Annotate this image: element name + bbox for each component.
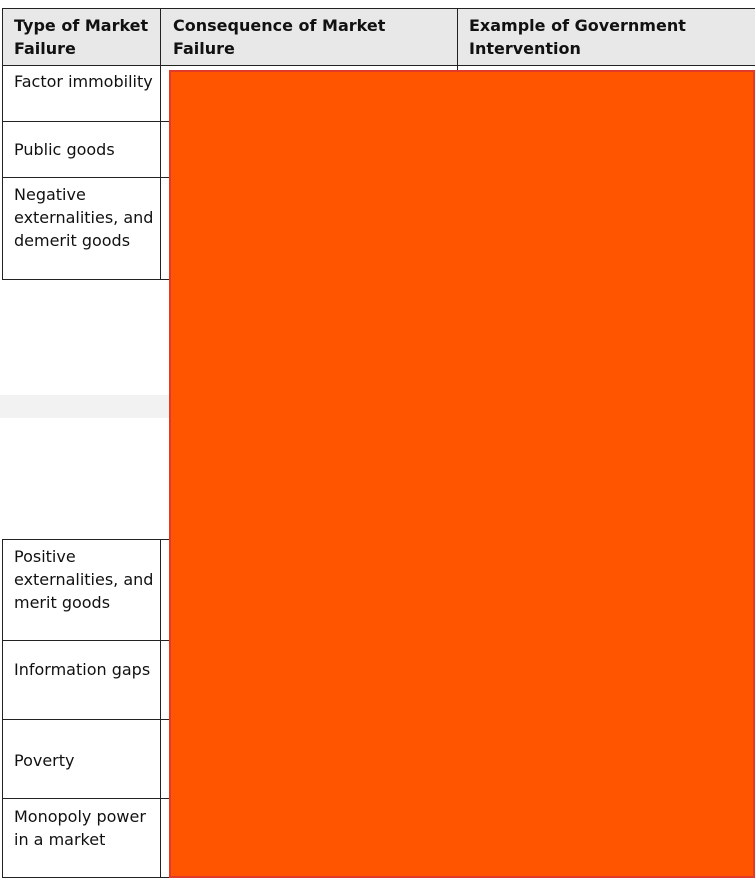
table-border — [2, 65, 755, 66]
row-label-monopoly-power: Monopoly power in a market — [14, 807, 146, 849]
table-border — [2, 798, 170, 799]
row-label-positive-externalities: Positive externalities, and merit goods — [14, 547, 154, 612]
gap-band — [0, 395, 170, 418]
table-border — [160, 8, 161, 279]
table-border — [2, 640, 170, 641]
table-border — [2, 121, 170, 122]
header-consequence: Consequence of Market Failure — [173, 16, 386, 58]
row-label-factor-immobility: Factor immobility — [14, 72, 153, 91]
table-border — [457, 8, 458, 70]
row-label-public-goods: Public goods — [14, 140, 115, 159]
table-border — [160, 539, 161, 878]
table-border — [2, 8, 755, 9]
table-border — [2, 719, 170, 720]
table-border — [2, 539, 3, 878]
row-label-negative-externalities: Negative externalities, and demerit goods — [14, 185, 154, 250]
redaction-block — [169, 70, 755, 878]
table-border — [2, 8, 3, 279]
header-type-of-market-failure: Type of Market Failure — [14, 16, 149, 58]
row-label-poverty: Poverty — [14, 751, 75, 770]
row-label-information-gaps: Information gaps — [14, 660, 151, 679]
table-border — [2, 177, 170, 178]
table-border — [2, 539, 170, 540]
table-border — [2, 279, 170, 280]
header-government-intervention: Example of Government Intervention — [469, 16, 686, 58]
